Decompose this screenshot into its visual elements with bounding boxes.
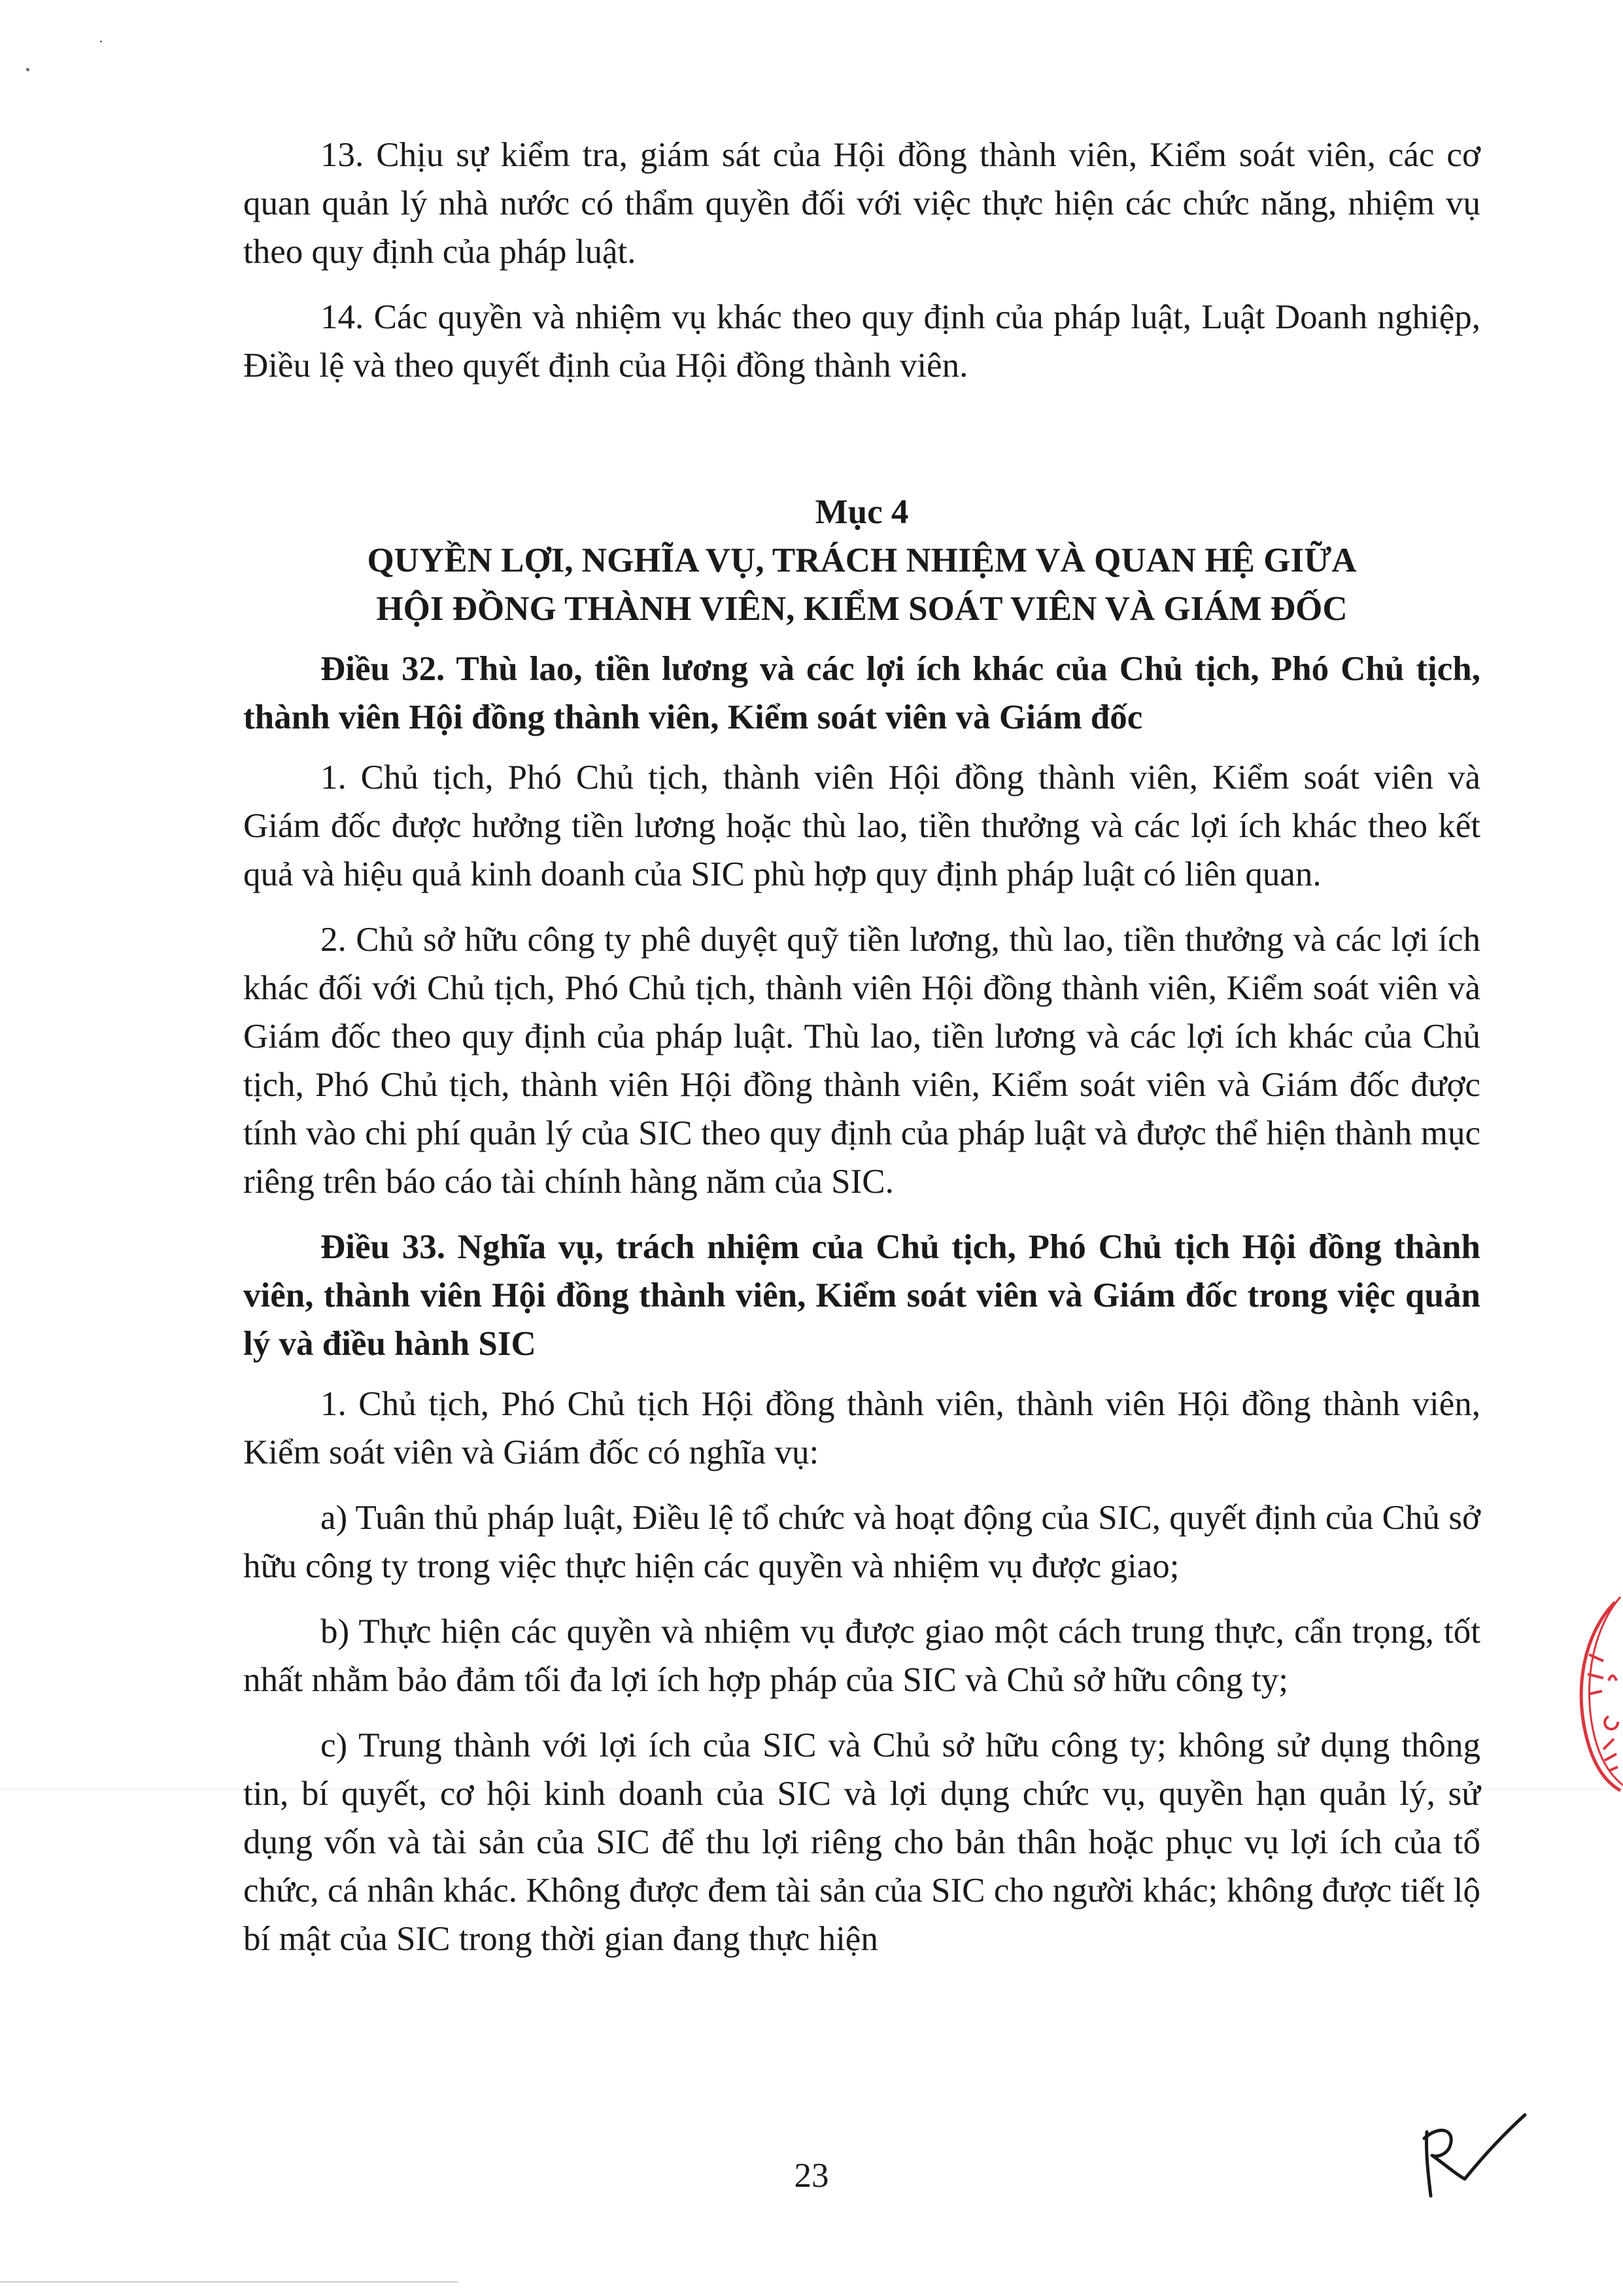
scan-speck: [26, 68, 29, 71]
article-32-clause-1: 1. Chủ tịch, Phó Chủ tịch, thành viên Hội đồng thành viên, Kiểm soát viên và Giám đốc được hưởng tiền lương hoặc thù lao, tiền thưởng và các lợi ích khác theo kết quả và hiệu quả kinh doanh của SIC phù hợp quy định pháp luật có liên quan.: [243, 759, 1480, 893]
article-32-clause-2: 2. Chủ sở hữu công ty phê duyệt quỹ tiền lương, thù lao, tiền thưởng và các lợi ích khác đối với Chủ tịch, Phó Chủ tịch, thành viên Hội đồng thành viên, Kiểm soát viên và Giám đốc theo quy định của pháp luật. Thù lao, tiền lương và các lợi ích khác của Chủ tịch, Phó Chủ tịch, thành viên Hội đồng thành viên, Kiểm soát viên và Giám đốc được tính vào chi phí quản lý của SIC theo quy định của pháp luật và được thể hiện thành mục riêng trên báo cáo tài chính hàng năm của SIC.: [243, 921, 1480, 1201]
section-title-line-1: QUYỀN LỢI, NGHĨA VỤ, TRÁCH NHIỆM VÀ QUAN HỆ GIỮA: [367, 541, 1357, 579]
clause-13: 13. Chịu sự kiểm tra, giám sát của Hội đồng thành viên, Kiểm soát viên, các cơ quan quản lý nhà nước có thẩm quyền đối với việc thực hiện các chức năng, nhiệm vụ theo quy định của pháp luật.: [243, 136, 1480, 271]
section-label: Mục 4: [815, 493, 909, 531]
handwritten-initial-signature: [1419, 2112, 1530, 2204]
article-33-point-c: c) Trung thành với lợi ích của SIC và Chủ sở hữu công ty; không sử dụng thông tin, bí quyết, cơ hội kinh doanh của SIC và lợi dụng chức vụ, quyền hạn quản lý, sử dụng vốn và tài sản của SIC để thu lợi riêng cho bản thân hoặc phục vụ lợi ích của tổ chức, cá nhân khác. Không được đem tài sản của SIC cho người khác; không được tiết lộ bí mật của SIC trong thời gian đang thực hiện: [243, 1726, 1480, 1958]
section-title-line-2: HỘI ĐỒNG THÀNH VIÊN, KIỂM SOÁT VIÊN VÀ GIÁM ĐỐC: [376, 590, 1348, 628]
article-33-clause-1: 1. Chủ tịch, Phó Chủ tịch Hội đồng thành viên, thành viên Hội đồng thành viên, Kiểm soát viên và Giám đốc có nghĩa vụ:: [243, 1385, 1480, 1471]
article-33-point-b: b) Thực hiện các quyền và nhiệm vụ được giao một cách trung thực, cẩn trọng, tốt nhất nhằm bảo đảm tối đa lợi ích hợp pháp của SIC và Chủ sở hữu công ty;: [243, 1613, 1480, 1699]
scan-edge-artifact: [0, 2281, 458, 2283]
page-number: 23: [794, 2157, 829, 2195]
red-seal-fragment: [1543, 1596, 1623, 1792]
scan-speck: [100, 41, 102, 43]
article-33-point-a: a) Tuân thủ pháp luật, Điều lệ tổ chức và hoạt động của SIC, quyết định của Chủ sở hữu công ty trong việc thực hiện các quyền và nhiệm vụ được giao;: [243, 1499, 1480, 1585]
article-32-title: Điều 32. Thù lao, tiền lương và các lợi ích khác của Chủ tịch, Phó Chủ tịch, thành viên Hội đồng thành viên, Kiểm soát viên và Giám đốc: [243, 650, 1480, 736]
clause-14: 14. Các quyền và nhiệm vụ khác theo quy định của pháp luật, Luật Doanh nghiệp, Điều lệ và theo quyết định của Hội đồng thành viên.: [243, 298, 1480, 385]
document-body: [243, 131, 1480, 1963]
article-33-title: Điều 33. Nghĩa vụ, trách nhiệm của Chủ tịch, Phó Chủ tịch Hội đồng thành viên, thành viên Hội đồng thành viên, Kiểm soát viên và Giám đốc trong việc quản lý và điều hành SIC: [243, 1228, 1480, 1363]
